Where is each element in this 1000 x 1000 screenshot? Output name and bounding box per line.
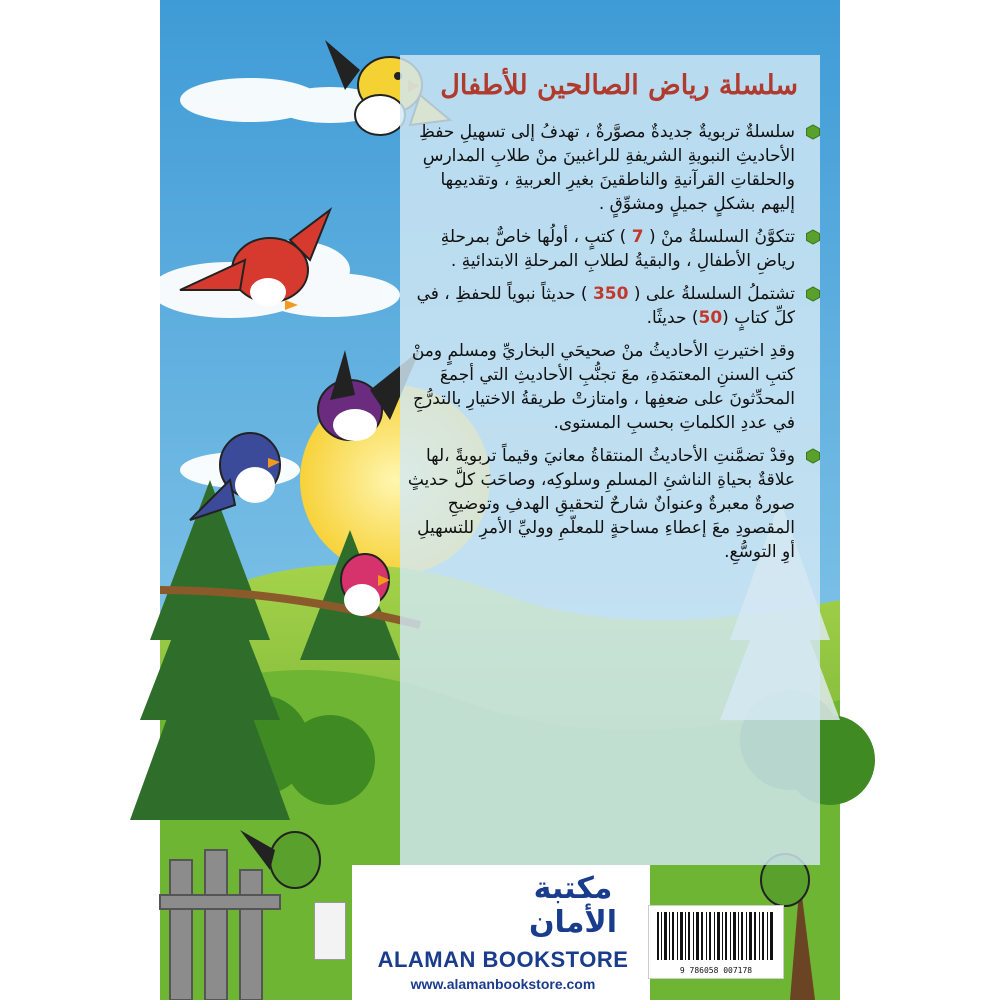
hexagon-bullet-icon	[805, 229, 821, 245]
barcode-bars-icon	[649, 906, 783, 964]
paragraph-text: وقدْ تضمَّنتِ الأحاديثُ المنتقاةُ معانيَ وقيماً تربويةً ،لها علاقةٌ بحياةِ الناشئِ المسلمِ وسلوكِه، وصاحَبَ كلَّ حديثٍ صورةٌ معبرةٌ وعنوانٌ شارحٌ لتحقيقِ الهدفِ وتوضيحِ المقصودِ معَ إعطاءِ مساحةٍ للمعلّمِ ووليِّ الأمرِ للتسهيلِ أوِ التوسُّعِ.	[407, 446, 795, 562]
highlighted-number: 50	[698, 308, 723, 328]
highlighted-number: 350	[592, 284, 629, 304]
description-paragraph	[405, 444, 823, 564]
paragraph-text: سلسلةٌ تربويةٌ جديدةٌ مصوَّرةٌ ، تهدفُ إلى تسهيلِ حفظِ الأحاديثِ النبويةِ الشريفةِ للراغبينَ منْ طلابِ المدارسِ والحلقاتِ القرآنيةِ والناطقينَ بغيرِ العربيةِ ، وتقديمِها إليهم بشكلٍ جميلٍ ومشوِّقٍ .	[419, 122, 795, 214]
store-name-english: ALAMAN BOOKSTORE	[377, 947, 629, 972]
hexagon-bullet-icon	[805, 448, 821, 464]
paragraph-text: تتكوَّنُ السلسلةُ منْ (	[643, 227, 795, 247]
qr-code-icon	[314, 902, 346, 960]
series-title: سلسلة رياض الصالحين للأطفال	[440, 70, 798, 101]
paragraph-text: ) حديثًا.	[646, 308, 699, 328]
barcode	[648, 905, 784, 979]
paragraph-text: تشتملُ السلسلةُ على (	[628, 284, 795, 304]
hexagon-bullet-icon	[805, 124, 821, 140]
description-paragraph	[405, 225, 823, 273]
store-name-arabic-line2: الأمان	[528, 905, 618, 940]
highlighted-number: 7	[631, 227, 644, 247]
paragraph-text: ) حديثاً نبوياً للحفظِ ، في كلِّ كتابٍ (	[416, 284, 795, 328]
store-name-arabic-line1: مكتبة	[533, 871, 613, 906]
barcode-number: 9 786058 007178	[679, 966, 753, 975]
description-paragraph	[405, 339, 823, 435]
paragraph-text: وقدِ اختيرتِ الأحاديثُ منْ صحيحَي البخاريِّ ومسلمٍ ومنْ كتبِ السننِ المعتمَدةِ، معَ تجنُّبِ الأحاديثِ التي أجمعَ المحدِّثونَ على ضعفِها ، وامتازتْ طريقةُ الاختيارِ بالتدرُّجِ في عددِ الكلماتِ بحسبِ المستوى.	[411, 341, 795, 433]
hexagon-bullet-icon	[805, 286, 821, 302]
description-paragraph	[405, 120, 823, 216]
description-paragraph	[405, 282, 823, 330]
store-name-arabic	[508, 872, 638, 940]
paragraph-text: ) كتبٍ ، أولُها خاصٌّ بمرحلةِ رياضِ الأطفالِ ، والبقيةُ لطلابِ المرحلةِ الابتدائيةِ .	[440, 227, 795, 271]
description-text	[405, 120, 823, 573]
store-url: www.alamanbookstore.com	[410, 976, 596, 992]
